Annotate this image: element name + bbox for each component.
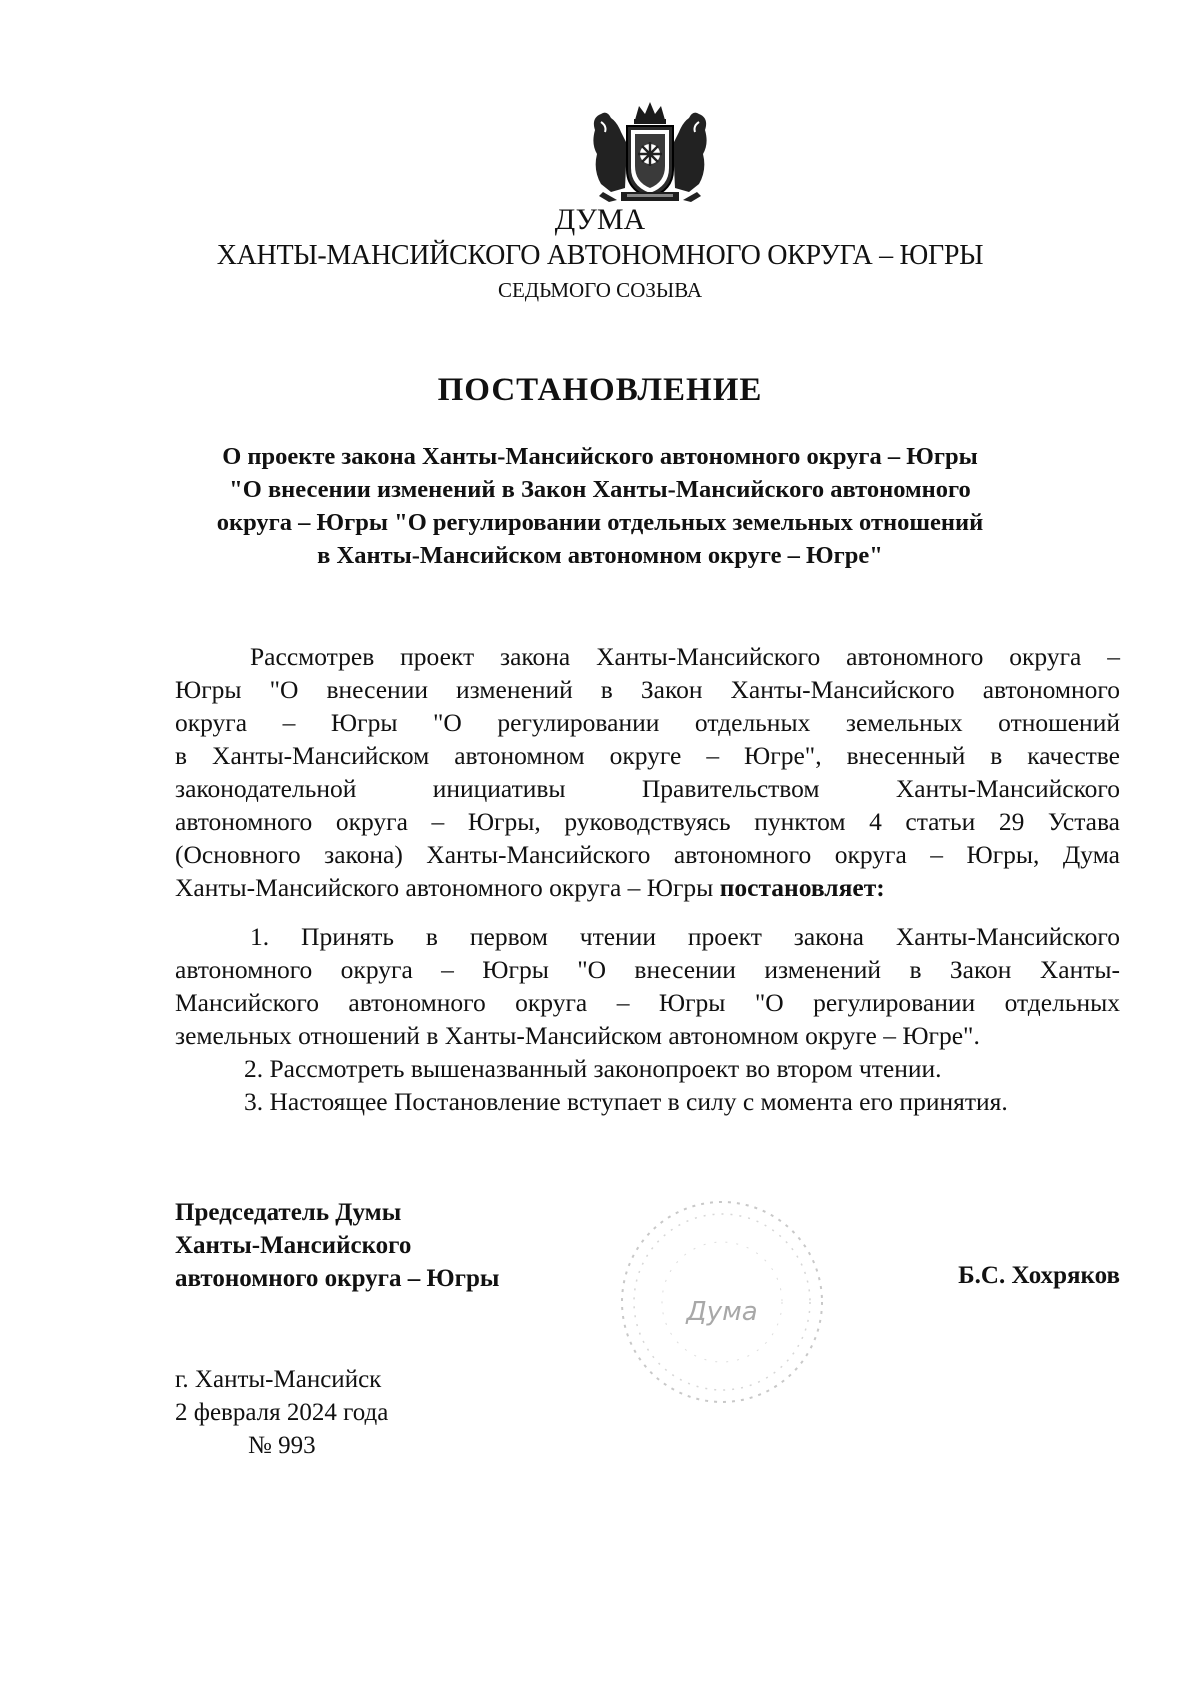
signatory-position: [175, 1196, 499, 1295]
preamble-last-line: [175, 871, 1120, 904]
item1-line: 1. Принять в первом чтении проект закона Ханты-Мансийского: [250, 922, 1120, 951]
item1-line: Мансийского автономного округа – Югры "О регулировании отдельных: [175, 988, 1120, 1017]
preamble-line: округа – Югры "О регулировании отдельных земельных отношений: [175, 708, 1120, 737]
position-line: Ханты-Мансийского: [175, 1232, 412, 1259]
org-name: ДУМА: [554, 203, 646, 236]
title-line: О проекте закона Ханты-Мансийского автономного округа – Югры: [222, 443, 978, 470]
preamble-line: Ханты-Мансийского автономного округа – Югры: [175, 873, 714, 902]
document-footer: [175, 1363, 388, 1462]
item3: 3. Настоящее Постановление вступает в силу с момента его принятия.: [244, 1087, 1008, 1116]
org-district: ХАНТЫ-МАНСИЙСКОГО АВТОНОМНОГО ОКРУГА – ЮГРЫ: [216, 240, 984, 271]
document-type: ПОСТАНОВЛЕНИЕ: [437, 372, 763, 408]
decision-word: постановляет:: [719, 873, 885, 902]
title-line: "О внесении изменений в Закон Ханты-Мансийского автономного: [229, 476, 971, 503]
org-convocation: СЕДЬМОГО СОЗЫВА: [497, 278, 703, 302]
item1-line: автономного округа – Югры "О внесении изменений в Закон Ханты-: [175, 955, 1120, 984]
position-line: Председатель Думы: [175, 1199, 402, 1226]
date: 2 февраля 2024 года: [175, 1399, 389, 1426]
seal-text: Дума: [686, 1297, 758, 1327]
signatory-name: Б.С. Хохряков: [958, 1262, 1120, 1289]
city: г. Ханты-Мансийск: [175, 1366, 382, 1393]
preamble-line: законодательной инициативы Правительством Ханты-Мансийского: [175, 774, 1120, 803]
resolution-items: [175, 920, 1120, 1118]
preamble-line: в Ханты-Мансийском автономном округе – Югре", внесенный в качестве: [175, 741, 1120, 770]
title-line: в Ханты-Мансийском автономном округе – Югре": [317, 542, 883, 569]
item1-line: земельных отношений в Ханты-Мансийском автономном округе – Югре".: [175, 1021, 980, 1050]
document-title: [160, 440, 1040, 572]
preamble-line: (Основного закона) Ханты-Мансийского автономного округа – Югры, Дума: [175, 840, 1120, 869]
item2: 2. Рассмотреть вышеназванный законопроект во втором чтении.: [244, 1054, 942, 1083]
preamble-line: автономного округа – Югры, руководствуясь пунктом 4 статьи 29 Устава: [175, 807, 1120, 836]
preamble-line: Югры "О внесении изменений в Закон Ханты-Мансийского автономного: [175, 675, 1120, 704]
preamble-line: Рассмотрев проект закона Ханты-Мансийского автономного округа –: [250, 642, 1120, 671]
preamble-paragraph: [175, 640, 1120, 904]
official-seal: [612, 1192, 832, 1412]
position-line: автономного округа – Югры: [175, 1265, 500, 1292]
coat-of-arms-icon: [587, 100, 713, 208]
document-number: № 993: [248, 1432, 316, 1459]
title-line: округа – Югры "О регулировании отдельных земельных отношений: [216, 509, 984, 536]
